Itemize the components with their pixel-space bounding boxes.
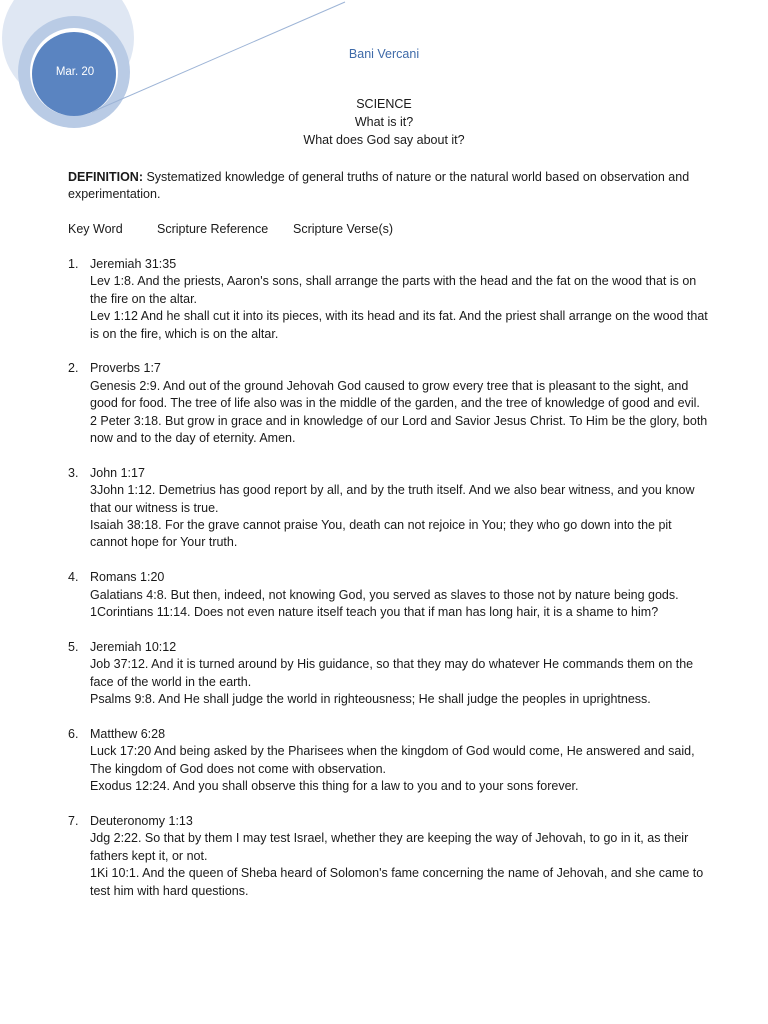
verse-text: 1Corintians 11:14. Does not even nature itself teach you that if man has long hair, it is a shame to him? [90, 605, 659, 620]
verse-text: Genesis 2:9. And out of the ground Jehovah God caused to grow every tree that is pleasant to the sight, and good for food. The tree of life also was in the middle of the garden, and the tree of knowledge of good and evil. [90, 378, 700, 411]
document-title [0, 95, 768, 149]
author-name: Bani Vercani [348, 47, 420, 61]
list-item [68, 639, 708, 709]
list-item [68, 813, 708, 900]
verse-text: Psalms 9:8. And He shall judge the world in righteousness; He shall judge the peoples in uprightness. [90, 692, 651, 707]
list-item [68, 256, 708, 343]
definition-paragraph [68, 169, 708, 203]
list-item [68, 360, 708, 447]
verse-text: 3John 1:12. Demetrius has good report by all, and by the truth itself. And we also bear witness, and you know that our witness is true. [90, 483, 695, 515]
date-label: Mar. 20 [55, 66, 95, 78]
item-number: 7. [68, 813, 79, 828]
column-scripture-reference: Scripture Reference [157, 222, 269, 236]
list-item [68, 569, 708, 621]
list-item [68, 726, 708, 796]
title-line-3: What does God say about it? [303, 133, 465, 147]
verse-text: Job 37:12. And it is turned around by His guidance, so that they may do whatever He commands them on the face of the world in the earth. [90, 657, 694, 689]
definition-text: Systematized knowledge of general truths of nature or the natural world based on observation and experimentation. [68, 170, 690, 201]
verse-text: 2 Peter 3:18. But grow in grace and in knowledge of our Lord and Savior Jesus Christ. To Him be the glory, both now and to the day of eternity. Amen. [90, 413, 708, 446]
verse-text: 1Ki 10:1. And the queen of Sheba heard of Solomon's fame concerning the name of Jehovah, and she came to test him with hard questions. [90, 866, 704, 898]
list-item [68, 465, 708, 552]
item-number: 2. [68, 361, 79, 376]
verse-text: Lev 1:8. And the priests, Aaron's sons, shall arrange the parts with the head and the fat on the wood that is on the fire on the altar. [90, 274, 697, 306]
scripture-list [68, 256, 708, 917]
item-number: 5. [68, 639, 79, 654]
verse-text: Exodus 12:24. And you shall observe this thing for a law to you and to your sons forever. [90, 779, 579, 794]
title-line-1: SCIENCE [356, 97, 412, 111]
column-scripture-verses: Scripture Verse(s) [293, 222, 394, 236]
column-key-word: Key Word [68, 222, 123, 236]
key-reference: John 1:17 [90, 465, 145, 480]
key-reference: Matthew 6:28 [90, 726, 166, 741]
verse-text: Galatians 4:8. But then, indeed, not knowing God, you served as slaves to those not by nature being gods. [90, 587, 679, 602]
verse-text: Luck 17:20 And being asked by the Pharisees when the kingdom of God would come, He answered and said, The kingdom of God does not come with observation. [90, 744, 695, 776]
key-reference: Proverbs 1:7 [90, 361, 161, 376]
item-number: 6. [68, 726, 79, 741]
definition-label: DEFINITION: [68, 170, 143, 184]
key-reference: Romans 1:20 [90, 570, 165, 585]
verse-text: Jdg 2:22. So that by them I may test Israel, whether they are keeping the way of Jehovah, to go in it, as their fathers kept it, or not. [90, 831, 689, 863]
key-reference: Deuteronomy 1:13 [90, 813, 193, 828]
key-reference: Jeremiah 31:35 [90, 257, 177, 271]
key-reference: Jeremiah 10:12 [90, 639, 177, 654]
title-line-2: What is it? [354, 115, 414, 129]
verse-text: Lev 1:12 And he shall cut it into its pieces, with its head and its fat. And the priest shall arrange on the wood that is on the fire, which is on the altar. [90, 309, 708, 341]
item-number: 3. [68, 465, 79, 480]
verse-text: Isaiah 38:18. For the grave cannot praise You, death can not rejoice in You; they who go down into the pit cannot hope for Your truth. [90, 518, 672, 550]
item-number: 1. [68, 257, 79, 271]
item-number: 4. [68, 570, 79, 585]
